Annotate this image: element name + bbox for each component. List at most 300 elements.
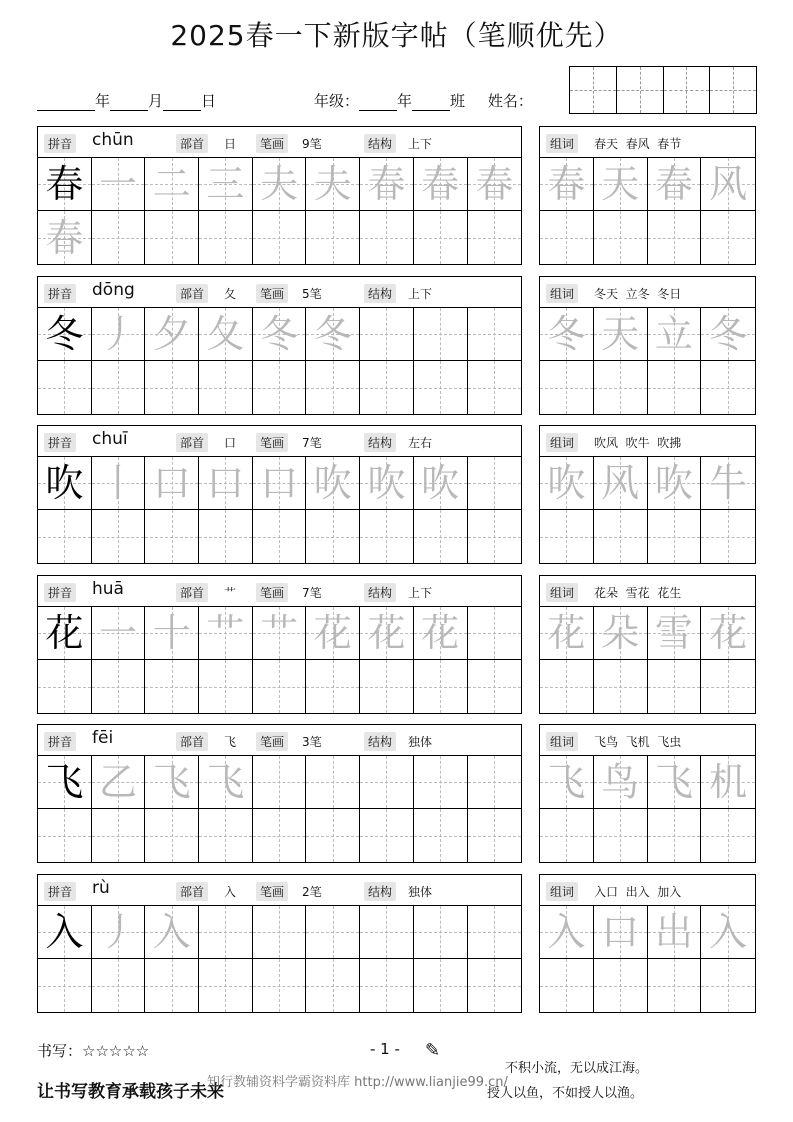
- practice-cell[interactable]: [38, 809, 92, 862]
- practice-cell[interactable]: [199, 607, 253, 660]
- practice-cell[interactable]: [92, 660, 146, 713]
- word-char: 口: [601, 910, 640, 954]
- stroke-step: 飞: [206, 760, 245, 804]
- words-label: 组词: [546, 433, 578, 452]
- pinyin: chūn: [92, 130, 134, 150]
- stroke-step: 入: [152, 910, 191, 954]
- structure-label: 结构: [364, 433, 396, 452]
- stroke-step: 艹: [260, 611, 299, 655]
- practice-cell[interactable]: [92, 308, 146, 361]
- practice-cell[interactable]: [253, 308, 307, 361]
- practice-cell[interactable]: [253, 660, 307, 713]
- word-cell[interactable]: [540, 809, 594, 862]
- strokes: 7笔: [302, 586, 322, 600]
- word-cell[interactable]: [701, 756, 755, 809]
- practice-cell[interactable]: [468, 308, 522, 361]
- practice-cell[interactable]: [253, 959, 307, 1012]
- main-char: 入: [45, 910, 84, 954]
- stroke-step: 二: [152, 162, 191, 206]
- practice-cell[interactable]: [468, 607, 522, 660]
- structure: 上下: [408, 287, 433, 301]
- practice-cell[interactable]: [360, 660, 414, 713]
- day-blank[interactable]: [163, 96, 201, 111]
- radical-label: 部首: [176, 433, 208, 452]
- practice-cell[interactable]: [414, 607, 468, 660]
- structure-label: 结构: [364, 134, 396, 153]
- char-block: [0, 575, 793, 714]
- practice-cell[interactable]: [360, 607, 414, 660]
- stroke-step: 吹: [421, 461, 460, 505]
- stroke-step: 花: [313, 611, 352, 655]
- word-cell[interactable]: [701, 660, 755, 713]
- stroke-step: 一: [99, 611, 138, 655]
- words-label: 组词: [546, 134, 578, 153]
- stroke-step: 丨: [99, 461, 138, 505]
- words-label: 组词: [546, 583, 578, 602]
- stroke-step: 艹: [206, 611, 245, 655]
- practice-cell[interactable]: [306, 959, 360, 1012]
- word-cell[interactable]: [648, 361, 702, 414]
- word-cell[interactable]: [648, 756, 702, 809]
- structure: 上下: [408, 137, 433, 151]
- word-cell[interactable]: [540, 756, 594, 809]
- practice-cell[interactable]: [360, 158, 414, 211]
- word-char: 飞: [547, 760, 586, 804]
- practice-cell[interactable]: [92, 457, 146, 510]
- stroke-step: 夕: [152, 312, 191, 356]
- word-char: 飞: [654, 760, 693, 804]
- practice-cell[interactable]: [414, 457, 468, 510]
- stroke-step: 花: [367, 611, 406, 655]
- structure: 独体: [408, 885, 433, 899]
- word-char: 出: [654, 910, 693, 954]
- practice-cell[interactable]: [360, 211, 414, 264]
- word-cell[interactable]: [701, 510, 755, 563]
- stroke-step: 冬: [260, 312, 299, 356]
- stroke-step: 夫: [260, 162, 299, 206]
- structure: 上下: [408, 586, 433, 600]
- practice-cell[interactable]: [468, 906, 522, 959]
- strokes-label: 笔画: [256, 732, 288, 751]
- radical: 入: [224, 885, 237, 899]
- practice-cell[interactable]: [468, 158, 522, 211]
- main-char: 冬: [45, 312, 84, 356]
- practice-cell[interactable]: [360, 906, 414, 959]
- practice-cell[interactable]: [38, 906, 92, 959]
- practice-cell[interactable]: [306, 308, 360, 361]
- words-label: 组词: [546, 882, 578, 901]
- word-cell[interactable]: [594, 211, 648, 264]
- practice-cell[interactable]: [199, 211, 253, 264]
- practice-cell[interactable]: [306, 660, 360, 713]
- practice-cell[interactable]: [360, 756, 414, 809]
- practice-cell[interactable]: [38, 607, 92, 660]
- word-cell[interactable]: [594, 510, 648, 563]
- word-cell[interactable]: [648, 809, 702, 862]
- practice-cell[interactable]: [468, 660, 522, 713]
- practice-cell[interactable]: [414, 361, 468, 414]
- pen-icon: ✎: [425, 1040, 441, 1061]
- word-cell[interactable]: [540, 906, 594, 959]
- word-char: 冬: [709, 312, 748, 356]
- word-char: 机: [709, 760, 748, 804]
- word-cell[interactable]: [648, 959, 702, 1012]
- practice-cell[interactable]: [306, 158, 360, 211]
- practice-cell[interactable]: [92, 211, 146, 264]
- word-cell[interactable]: [701, 308, 755, 361]
- practice-cell[interactable]: [199, 510, 253, 563]
- word-cell[interactable]: [594, 158, 648, 211]
- words: 冬天 立冬 冬日: [594, 287, 682, 301]
- main-char: 吹: [45, 461, 84, 505]
- practice-cell[interactable]: [199, 809, 253, 862]
- word-cell[interactable]: [648, 457, 702, 510]
- practice-cell[interactable]: [360, 809, 414, 862]
- words-label: 组词: [546, 284, 578, 303]
- word-cell[interactable]: [540, 510, 594, 563]
- stroke-step: 夫: [313, 162, 352, 206]
- strokes: 5笔: [302, 287, 322, 301]
- stroke-step: 春: [475, 162, 514, 206]
- stroke-order-panel: [37, 724, 522, 863]
- practice-cell[interactable]: [253, 361, 307, 414]
- char-block: [0, 874, 793, 1013]
- practice-cell[interactable]: [306, 510, 360, 563]
- word-char: 朵: [601, 611, 640, 655]
- word-cell[interactable]: [594, 809, 648, 862]
- practice-cell[interactable]: [92, 158, 146, 211]
- words-panel: [539, 425, 756, 564]
- word-char: 牛: [709, 461, 748, 505]
- practice-cell[interactable]: [253, 457, 307, 510]
- stroke-step: 吹: [313, 461, 352, 505]
- name-box[interactable]: [569, 66, 757, 114]
- words: 吹风 吹牛 吹拂: [594, 436, 682, 450]
- word-cell[interactable]: [594, 361, 648, 414]
- quote-2: 授人以鱼，不如授人以渔。: [487, 1086, 644, 1101]
- practice-cell[interactable]: [38, 158, 92, 211]
- practice-cell[interactable]: [145, 158, 199, 211]
- practice-cell[interactable]: [38, 959, 92, 1012]
- word-cell[interactable]: [701, 959, 755, 1012]
- word-cell[interactable]: [648, 660, 702, 713]
- practice-cell[interactable]: [253, 510, 307, 563]
- pinyin-label: 拼音: [44, 134, 76, 153]
- stroke-step: 口: [206, 461, 245, 505]
- word-cell[interactable]: [648, 510, 702, 563]
- word-cell[interactable]: [594, 457, 648, 510]
- practice-cell[interactable]: [468, 510, 522, 563]
- practice-cell[interactable]: [253, 607, 307, 660]
- word-char: 春: [547, 162, 586, 206]
- char-block: [0, 126, 793, 265]
- strokes-label: 笔画: [256, 284, 288, 303]
- word-cell[interactable]: [594, 906, 648, 959]
- word-char: 入: [547, 910, 586, 954]
- structure-label: 结构: [364, 732, 396, 751]
- char-block: [0, 276, 793, 415]
- practice-cell[interactable]: [306, 211, 360, 264]
- practice-cell[interactable]: [199, 756, 253, 809]
- pinyin: huā: [92, 579, 124, 599]
- word-cell[interactable]: [701, 361, 755, 414]
- stroke-step: 吹: [367, 461, 406, 505]
- stroke-step: 夂: [206, 312, 245, 356]
- words: 入口 出入 加入: [594, 885, 682, 899]
- radical: 艹: [224, 586, 237, 600]
- words: 春天 春风 春节: [594, 137, 682, 151]
- word-cell[interactable]: [701, 809, 755, 862]
- practice-cell[interactable]: [92, 906, 146, 959]
- main-char: 飞: [45, 760, 84, 804]
- practice-cell[interactable]: [360, 510, 414, 563]
- practice-cell[interactable]: [253, 211, 307, 264]
- practice-cell[interactable]: [306, 457, 360, 510]
- structure-label: 结构: [364, 882, 396, 901]
- words-panel: [539, 724, 756, 863]
- practice-cell[interactable]: [145, 959, 199, 1012]
- practice-cell[interactable]: [38, 308, 92, 361]
- words-label: 组词: [546, 732, 578, 751]
- char-block: [0, 724, 793, 863]
- radical: 飞: [224, 735, 237, 749]
- words-panel: [539, 874, 756, 1013]
- radical: 夂: [224, 287, 237, 301]
- radical-label: 部首: [176, 882, 208, 901]
- practice-cell[interactable]: [306, 361, 360, 414]
- word-cell[interactable]: [540, 457, 594, 510]
- practice-cell[interactable]: [145, 756, 199, 809]
- practice-cell[interactable]: [253, 809, 307, 862]
- practice-cell[interactable]: [145, 510, 199, 563]
- practice-cell[interactable]: [468, 809, 522, 862]
- char-block: [0, 425, 793, 564]
- word-char: 雪: [654, 611, 693, 655]
- page-number: - 1 -: [370, 1040, 400, 1058]
- strokes-label: 笔画: [256, 583, 288, 602]
- stroke-step: 花: [421, 611, 460, 655]
- slogan: 让书写教育承载孩子未来: [37, 1082, 224, 1102]
- practice-cell[interactable]: [468, 959, 522, 1012]
- radical-label: 部首: [176, 583, 208, 602]
- stroke-step: 三: [206, 162, 245, 206]
- practice-cell[interactable]: [38, 361, 92, 414]
- word-cell[interactable]: [648, 308, 702, 361]
- stroke-order-panel: [37, 575, 522, 714]
- practice-cell[interactable]: [306, 756, 360, 809]
- word-char: 春: [654, 162, 693, 206]
- practice-cell[interactable]: [145, 308, 199, 361]
- practice-cell[interactable]: [38, 756, 92, 809]
- practice-cell[interactable]: [468, 756, 522, 809]
- stroke-step: 口: [260, 461, 299, 505]
- practice-cell[interactable]: [360, 361, 414, 414]
- strokes: 2笔: [302, 885, 322, 899]
- stroke-order-panel: [37, 425, 522, 564]
- word-cell[interactable]: [648, 607, 702, 660]
- pinyin-label: 拼音: [44, 433, 76, 452]
- words: 飞鸟 飞机 飞虫: [594, 735, 682, 749]
- radical-label: 部首: [176, 284, 208, 303]
- words-panel: [539, 276, 756, 415]
- stroke-step: 春: [367, 162, 406, 206]
- word-char: 花: [709, 611, 748, 655]
- main-char: 花: [45, 611, 84, 655]
- stroke-step: 一: [99, 162, 138, 206]
- practice-cell[interactable]: [414, 756, 468, 809]
- word-char: 冬: [547, 312, 586, 356]
- stroke-step: 冬: [313, 312, 352, 356]
- trace-char: 春: [45, 215, 84, 260]
- word-cell[interactable]: [594, 308, 648, 361]
- word-cell[interactable]: [594, 607, 648, 660]
- practice-cell[interactable]: [199, 457, 253, 510]
- word-cell[interactable]: [540, 158, 594, 211]
- practice-cell[interactable]: [468, 361, 522, 414]
- watermark: 知行教辅资料学霸资料库 http://www.lianjie99.cn/: [207, 1075, 508, 1090]
- word-cell[interactable]: [540, 607, 594, 660]
- practice-cell[interactable]: [306, 607, 360, 660]
- practice-cell[interactable]: [145, 660, 199, 713]
- pinyin-label: 拼音: [44, 732, 76, 751]
- word-char: 入: [709, 910, 748, 954]
- class-blank[interactable]: [412, 96, 450, 111]
- word-cell[interactable]: [540, 308, 594, 361]
- word-cell[interactable]: [594, 959, 648, 1012]
- practice-cell[interactable]: [199, 660, 253, 713]
- practice-cell[interactable]: [145, 361, 199, 414]
- words: 花朵 雪花 花生: [594, 586, 682, 600]
- practice-cell[interactable]: [92, 756, 146, 809]
- word-char: 花: [547, 611, 586, 655]
- strokes-label: 笔画: [256, 433, 288, 452]
- word-cell[interactable]: [701, 457, 755, 510]
- practice-cell[interactable]: [92, 361, 146, 414]
- practice-cell[interactable]: [92, 607, 146, 660]
- structure: 独体: [408, 735, 433, 749]
- practice-cell[interactable]: [145, 457, 199, 510]
- structure: 左右: [408, 436, 433, 450]
- practice-cell[interactable]: [145, 906, 199, 959]
- strokes: 7笔: [302, 436, 322, 450]
- practice-cell[interactable]: [199, 906, 253, 959]
- stroke-step: 飞: [152, 760, 191, 804]
- practice-cell[interactable]: [253, 756, 307, 809]
- stroke-step: 春: [421, 162, 460, 206]
- pinyin-label: 拼音: [44, 583, 76, 602]
- word-cell[interactable]: [540, 660, 594, 713]
- practice-cell[interactable]: [468, 211, 522, 264]
- word-cell[interactable]: [648, 906, 702, 959]
- practice-cell[interactable]: [414, 211, 468, 264]
- writing-rating: 书写：☆☆☆☆☆: [37, 1042, 150, 1060]
- stroke-step: 丿: [99, 910, 138, 954]
- pinyin: dōng: [92, 280, 135, 300]
- word-cell[interactable]: [648, 158, 702, 211]
- pinyin: rù: [92, 878, 110, 898]
- word-cell[interactable]: [701, 906, 755, 959]
- strokes: 9笔: [302, 137, 322, 151]
- words-panel: [539, 575, 756, 714]
- word-cell[interactable]: [540, 361, 594, 414]
- radical: 口: [224, 436, 237, 450]
- practice-cell[interactable]: [145, 211, 199, 264]
- practice-cell[interactable]: [414, 959, 468, 1012]
- practice-cell[interactable]: [38, 211, 92, 264]
- word-char: 吹: [654, 461, 693, 505]
- word-char: 吹: [547, 461, 586, 505]
- practice-cell[interactable]: [414, 158, 468, 211]
- word-cell[interactable]: [701, 607, 755, 660]
- practice-cell[interactable]: [38, 660, 92, 713]
- stroke-step: 十: [152, 611, 191, 655]
- radical: 日: [224, 137, 237, 151]
- main-char: 春: [45, 162, 84, 206]
- practice-cell[interactable]: [92, 959, 146, 1012]
- practice-cell[interactable]: [414, 660, 468, 713]
- month-blank[interactable]: [110, 96, 148, 111]
- word-cell[interactable]: [540, 211, 594, 264]
- practice-cell[interactable]: [306, 809, 360, 862]
- word-char: 天: [601, 162, 640, 206]
- practice-cell[interactable]: [145, 607, 199, 660]
- practice-cell[interactable]: [199, 361, 253, 414]
- stroke-step: 丿: [99, 312, 138, 356]
- practice-cell[interactable]: [145, 809, 199, 862]
- stroke-order-panel: [37, 276, 522, 415]
- stroke-step: 口: [152, 461, 191, 505]
- practice-cell[interactable]: [468, 457, 522, 510]
- word-cell[interactable]: [594, 660, 648, 713]
- practice-cell[interactable]: [199, 308, 253, 361]
- word-char: 天: [601, 312, 640, 356]
- word-cell[interactable]: [540, 959, 594, 1012]
- practice-cell[interactable]: [414, 906, 468, 959]
- practice-cell[interactable]: [414, 510, 468, 563]
- stroke-order-panel: [37, 126, 522, 265]
- word-cell[interactable]: [701, 158, 755, 211]
- practice-cell[interactable]: [92, 510, 146, 563]
- practice-cell[interactable]: [92, 809, 146, 862]
- practice-cell[interactable]: [253, 158, 307, 211]
- practice-cell[interactable]: [360, 457, 414, 510]
- structure-label: 结构: [364, 284, 396, 303]
- word-cell[interactable]: [701, 211, 755, 264]
- practice-cell[interactable]: [38, 457, 92, 510]
- strokes: 3笔: [302, 735, 322, 749]
- grade-blank[interactable]: [359, 96, 397, 111]
- practice-cell[interactable]: [360, 959, 414, 1012]
- date-line: 年 月 日: [37, 90, 216, 111]
- pinyin: fēi: [92, 728, 114, 748]
- radical-label: 部首: [176, 732, 208, 751]
- practice-cell[interactable]: [414, 308, 468, 361]
- practice-cell[interactable]: [199, 959, 253, 1012]
- practice-cell[interactable]: [38, 510, 92, 563]
- practice-cell[interactable]: [414, 809, 468, 862]
- word-cell[interactable]: [648, 211, 702, 264]
- radical-label: 部首: [176, 134, 208, 153]
- word-cell[interactable]: [594, 756, 648, 809]
- stroke-order-panel: [37, 874, 522, 1013]
- practice-cell[interactable]: [199, 158, 253, 211]
- practice-cell[interactable]: [306, 906, 360, 959]
- strokes-label: 笔画: [256, 134, 288, 153]
- practice-cell[interactable]: [360, 308, 414, 361]
- word-char: 鸟: [601, 760, 640, 804]
- grade-line: 年级： 年 班 姓名：: [314, 92, 533, 110]
- practice-cell[interactable]: [253, 906, 307, 959]
